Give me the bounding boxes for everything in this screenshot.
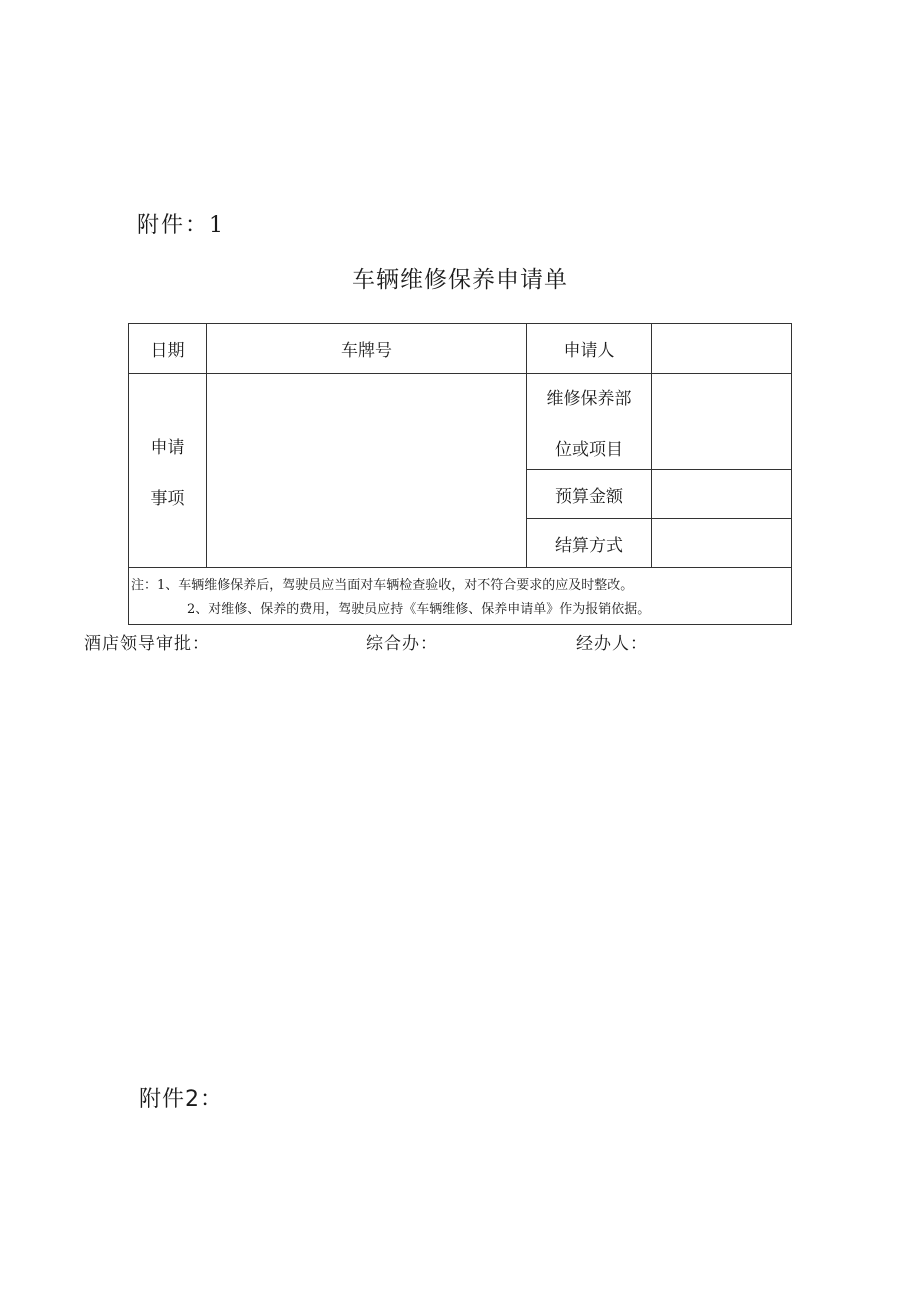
- date-label: 日期: [150, 341, 185, 361]
- attachment-2-label: 附件2：: [139, 1087, 223, 1112]
- applicant-label: 申请人: [563, 341, 615, 361]
- part-row: [129, 374, 792, 470]
- note-line-2: 2、对维修、保养的费用，驾驶员应持《车辆维修、保养申请单》作为报销依据。: [187, 601, 651, 617]
- plate-number-label: 车牌号: [341, 341, 392, 361]
- settlement-label-cell: [527, 519, 652, 568]
- request-label-line2: 事项: [150, 488, 185, 509]
- part-label-line1: 维修保养部: [546, 388, 632, 409]
- general-office-label: 综合办：: [366, 634, 438, 654]
- request-content-cell[interactable]: [207, 374, 527, 568]
- repair-request-form: [128, 323, 792, 625]
- date-label-cell: [129, 324, 207, 374]
- part-value-cell[interactable]: [652, 374, 792, 470]
- settlement-value-cell[interactable]: [652, 519, 792, 568]
- note-cell: [129, 568, 792, 625]
- plate-label-cell: [207, 324, 527, 374]
- part-label-line2: 位或项目: [555, 439, 623, 460]
- handler-label: 经办人：: [576, 634, 648, 654]
- budget-label-cell: [527, 470, 652, 519]
- applicant-label-cell: [527, 324, 652, 374]
- budget-value-cell[interactable]: [652, 470, 792, 519]
- note-line-1: 注：1、车辆维修保养后，驾驶员应当面对车辆检查验收，对不符合要求的应及时整改。: [131, 577, 634, 593]
- part-label-cell: [527, 374, 652, 470]
- request-label-line1: 申请: [150, 437, 185, 458]
- document-title: 车辆维修保养申请单: [352, 267, 568, 293]
- hotel-leader-approval-label: 酒店领导审批：: [84, 634, 210, 654]
- header-row: [129, 324, 792, 374]
- attachment-1-label: 附件：1: [137, 213, 225, 238]
- applicant-value-cell[interactable]: [652, 324, 792, 374]
- request-label-cell: [129, 374, 207, 568]
- budget-label: 预算金额: [555, 486, 623, 507]
- note-row: [129, 568, 792, 625]
- settlement-label: 结算方式: [555, 535, 623, 556]
